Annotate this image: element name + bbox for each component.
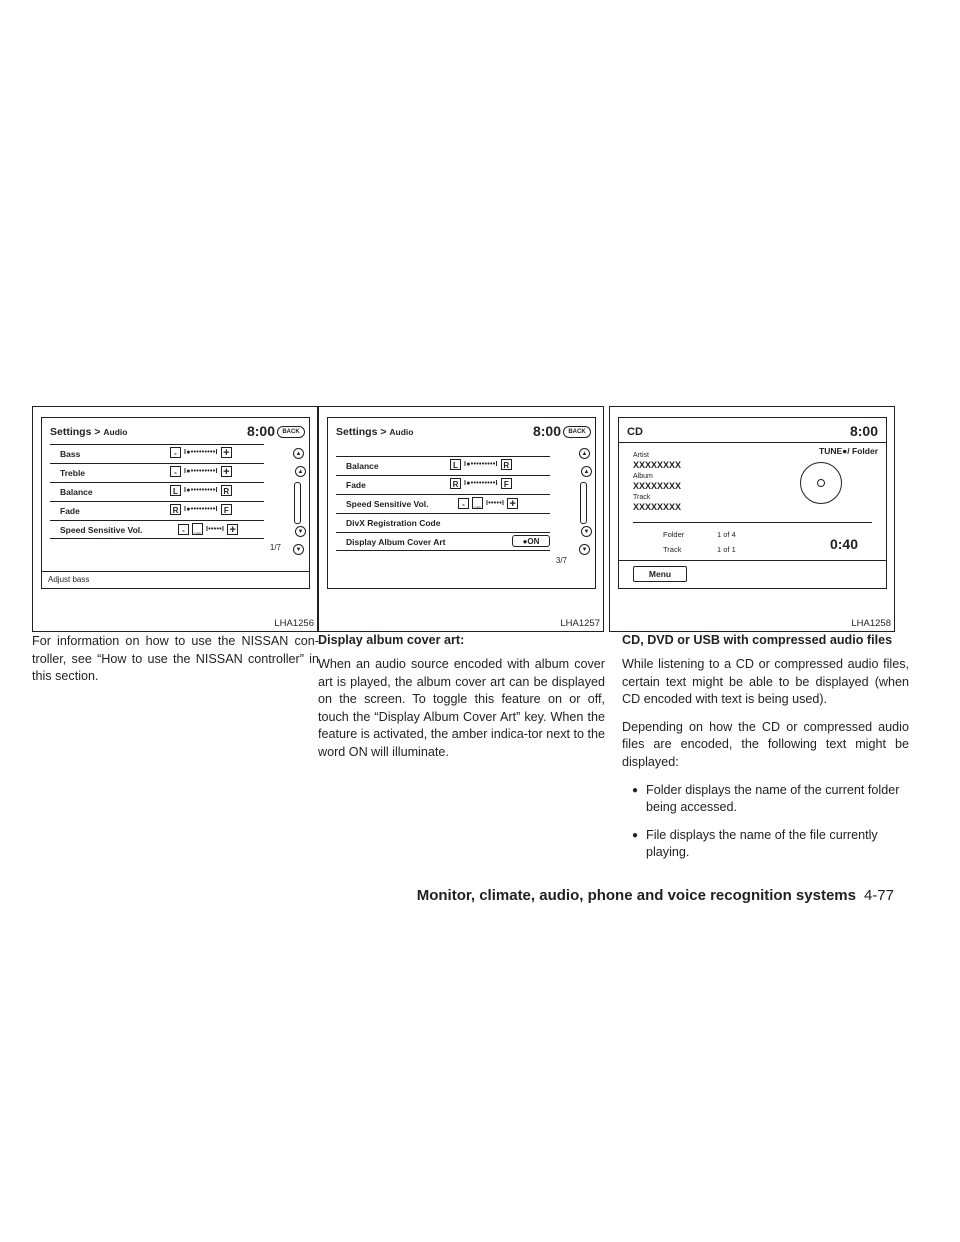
track-count: 1 of 1 xyxy=(717,545,736,554)
paragraph: When an audio source encoded with album cover art is played, the album cover art can be displayed on the screen. To toggle this feature on or off, touch the “Display Album Cover Art” key. When the feature is activated, the amber indica-tor next to the word ON will illuminate. xyxy=(318,657,606,759)
setting-row-bass[interactable]: Bass - I●•••••••••I + xyxy=(50,444,264,463)
scroll-up-icon[interactable]: ▲ xyxy=(581,466,592,477)
off-indicator: OFF xyxy=(192,523,203,535)
paragraph: For information on how to use the NISSAN con-troller, see “How to use the NISSAN controller” in this section. xyxy=(32,634,319,684)
hint-text: Adjust bass xyxy=(48,575,90,584)
setting-row-fade[interactable]: Fade R I●•••••••••I F xyxy=(336,475,550,494)
left-button[interactable]: L xyxy=(170,485,181,496)
list-item: ● Folder displays the name of the current folder being accessed. xyxy=(632,782,909,817)
screen xyxy=(327,417,596,589)
scroll-bottom-icon[interactable]: ▼ xyxy=(293,544,304,555)
scroll-top-icon[interactable]: ▲ xyxy=(579,448,590,459)
setting-row-treble[interactable]: Treble - I●•••••••••I + xyxy=(50,463,264,482)
plus-button[interactable]: + xyxy=(227,524,238,535)
minus-button[interactable]: - xyxy=(170,466,181,477)
list-item: ● File displays the name of the file currently playing. xyxy=(632,827,909,862)
right-button[interactable]: R xyxy=(221,485,232,496)
footer-section-title: Monitor, climate, audio, phone and voice recognition systems xyxy=(416,887,856,904)
divider xyxy=(633,522,872,523)
bullet-icon: ● xyxy=(632,784,639,796)
scroll-down-icon[interactable]: ▼ xyxy=(295,526,306,537)
section-heading: Display album cover art: xyxy=(318,633,465,647)
column-2 xyxy=(318,633,605,772)
menu-button[interactable]: Menu xyxy=(633,566,687,582)
minus-button[interactable]: - xyxy=(178,524,189,535)
rear-button[interactable]: R xyxy=(170,504,181,515)
paragraph: Depending on how the CD or compressed audio files are encoded, the following text might be displayed: xyxy=(622,719,909,769)
screen-title: Settings > Audio xyxy=(50,426,128,438)
plus-button[interactable]: + xyxy=(221,466,232,477)
figure-label: LHA1258 xyxy=(851,618,891,629)
paragraph: While listening to a CD or compressed audio files, certain text might be able to be displayed (when CD encoded with text is being used). xyxy=(622,657,909,707)
setting-row-fade[interactable]: Fade R I●•••••••••I F xyxy=(50,501,264,520)
scrollbar[interactable] xyxy=(580,482,587,524)
left-button[interactable]: L xyxy=(450,459,461,470)
front-button[interactable]: F xyxy=(501,478,512,489)
tune-folder-label[interactable]: TUNE●/ Folder xyxy=(819,446,878,456)
figure-label: LHA1257 xyxy=(560,618,600,629)
front-button[interactable]: F xyxy=(221,504,232,515)
plus-button[interactable]: + xyxy=(507,498,518,509)
track-label: Track xyxy=(633,494,651,501)
clock: 8:00 xyxy=(246,423,275,439)
rear-button[interactable]: R xyxy=(450,478,461,489)
divider xyxy=(619,442,886,443)
divider xyxy=(42,571,309,572)
scrollbar[interactable] xyxy=(294,482,301,524)
elapsed-time: 0:40 xyxy=(829,536,858,552)
clock: 8:00 xyxy=(532,423,561,439)
setting-row-balance[interactable]: Balance L I●•••••••••I R xyxy=(336,456,550,475)
divider xyxy=(619,560,886,561)
on-toggle[interactable]: ●ON xyxy=(512,535,550,547)
artist-value: XXXXXXXX xyxy=(633,460,682,470)
scroll-top-icon[interactable]: ▲ xyxy=(293,448,304,459)
screen-title: Settings > Audio xyxy=(336,426,414,438)
artist-label: Artist xyxy=(633,452,649,459)
plus-button[interactable]: + xyxy=(221,447,232,458)
setting-row-divx-registration-code[interactable]: DivX Registration Code xyxy=(336,513,550,532)
minus-button[interactable]: - xyxy=(170,447,181,458)
screen xyxy=(41,417,310,589)
screen-title: CD xyxy=(627,426,643,438)
minus-button[interactable]: - xyxy=(458,498,469,509)
right-button[interactable]: R xyxy=(501,459,512,470)
figure-audio-settings-1 xyxy=(32,406,318,632)
setting-row-balance[interactable]: Balance L I●•••••••••I R xyxy=(50,482,264,501)
track-value: XXXXXXXX xyxy=(633,502,682,512)
back-button[interactable]: BACK xyxy=(277,426,305,438)
album-value: XXXXXXXX xyxy=(633,481,682,491)
setting-row-speed-sensitive-vol[interactable]: Speed Sensitive Vol. - OFF I•••••I + xyxy=(336,494,550,513)
page-indicator: 3/7 xyxy=(555,556,567,565)
folder-count: 1 of 4 xyxy=(717,530,736,539)
track-row-label: Track xyxy=(663,545,682,554)
figure-audio-settings-3 xyxy=(318,406,604,632)
bullet-icon: ● xyxy=(632,829,639,841)
column-1 xyxy=(32,633,319,696)
back-button[interactable]: BACK xyxy=(563,426,591,438)
setting-row-display-album-cover-art[interactable]: Display Album Cover Art ●ON xyxy=(336,532,550,551)
scroll-down-icon[interactable]: ▼ xyxy=(581,526,592,537)
screen xyxy=(618,417,887,589)
clock: 8:00 xyxy=(849,423,878,439)
page-number: 4-77 xyxy=(863,887,894,904)
column-3 xyxy=(622,633,909,872)
scroll-bottom-icon[interactable]: ▼ xyxy=(579,544,590,555)
page-footer xyxy=(417,887,894,904)
page-indicator: 1/7 xyxy=(269,543,281,552)
figure-label: LHA1256 xyxy=(274,618,314,629)
off-indicator: OFF xyxy=(472,497,483,509)
folder-label: Folder xyxy=(663,530,685,539)
section-heading: CD, DVD or USB with compressed audio files xyxy=(622,633,893,647)
figure-cd-screen xyxy=(609,406,895,632)
scroll-up-icon[interactable]: ▲ xyxy=(295,466,306,477)
disc-icon xyxy=(800,462,842,504)
setting-row-speed-sensitive-vol[interactable]: Speed Sensitive Vol. - OFF I•••••I + xyxy=(50,520,264,539)
album-label: Album xyxy=(633,473,653,480)
